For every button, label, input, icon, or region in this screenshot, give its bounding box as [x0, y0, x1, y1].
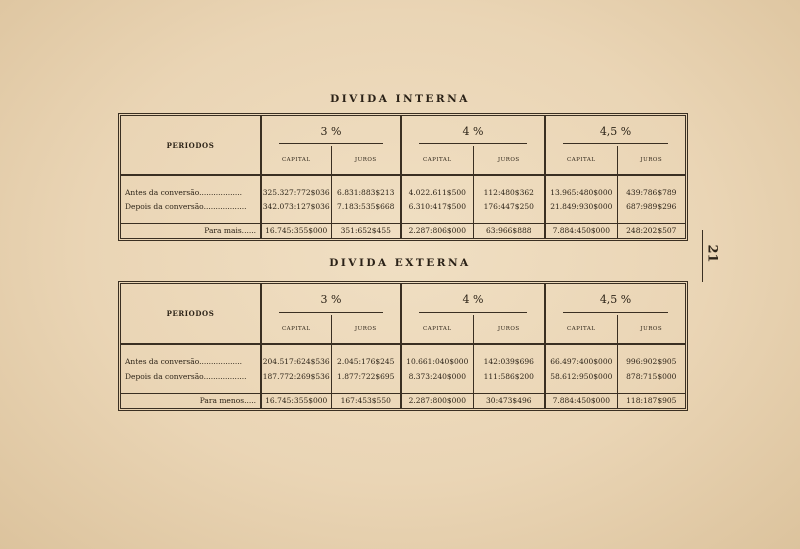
interna-title: DIVIDA INTERNA — [330, 93, 470, 105]
capital-header: CAPITAL — [545, 315, 617, 345]
value-cell: 66.497:400$000 — [545, 355, 617, 369]
total-label: Para menos..... — [121, 393, 261, 408]
value-cell: 10.661:040$000 — [401, 355, 473, 369]
table-row — [121, 369, 685, 383]
table-row — [121, 355, 685, 369]
row-label: Depois da conversão.................. — [121, 200, 261, 214]
row-label: Antes da conversão.................. — [121, 355, 261, 369]
value-cell: 342.073:127$036 — [261, 200, 331, 214]
capital-header: CAPITAL — [261, 315, 331, 345]
value-cell: 1.877:722$695 — [331, 369, 401, 383]
total-cell: 2.287:800$000 — [401, 393, 473, 408]
value-cell: 7.183:535$668 — [331, 200, 401, 214]
row-label: Depois da conversão.................. — [121, 369, 261, 383]
interna-table — [118, 113, 688, 241]
value-cell: 8.373:240$000 — [401, 369, 473, 383]
total-cell: 63:966$888 — [473, 223, 545, 238]
value-cell: 13.965:480$000 — [545, 186, 617, 200]
rate-header-4-5: 4,5 % — [545, 116, 685, 146]
total-cell: 16.745:355$000 — [261, 223, 331, 238]
value-cell: 21.849:930$000 — [545, 200, 617, 214]
juros-header: JUROS — [331, 146, 401, 175]
total-cell: 167:453$550 — [331, 393, 401, 408]
capital-header: CAPITAL — [545, 146, 617, 175]
rate-header-4-5: 4,5 % — [545, 284, 685, 315]
page-number-rule — [702, 230, 703, 282]
total-row — [121, 393, 685, 408]
externa-table — [118, 281, 688, 411]
total-cell: 7.884:450$000 — [545, 223, 617, 238]
value-cell: 996:902$905 — [617, 355, 685, 369]
periods-header: PERIODOS — [121, 116, 261, 175]
value-cell: 111:586$200 — [473, 369, 545, 383]
juros-header: JUROS — [473, 315, 545, 345]
capital-header: CAPITAL — [261, 146, 331, 175]
page-number: 21 — [704, 244, 720, 263]
juros-header: JUROS — [473, 146, 545, 175]
juros-header: JUROS — [617, 315, 685, 345]
total-row — [121, 223, 685, 238]
value-cell: 6.310:417$500 — [401, 200, 473, 214]
total-cell: 351:652$455 — [331, 223, 401, 238]
value-cell: 112:480$362 — [473, 186, 545, 200]
juros-header: JUROS — [331, 315, 401, 345]
capital-header: CAPITAL — [401, 146, 473, 175]
juros-header: JUROS — [617, 146, 685, 175]
value-cell: 325.327:772$036 — [261, 186, 331, 200]
rate-header-3: 3 % — [261, 116, 401, 146]
capital-header: CAPITAL — [401, 315, 473, 345]
total-cell: 118:187$905 — [617, 393, 685, 408]
rate-header-3: 3 % — [261, 284, 401, 315]
value-cell: 142:039$696 — [473, 355, 545, 369]
value-cell: 878:715$000 — [617, 369, 685, 383]
row-label: Antes da conversão.................. — [121, 186, 261, 200]
table-row — [121, 186, 685, 200]
value-cell: 204.517:624$536 — [261, 355, 331, 369]
value-cell: 2.045:176$245 — [331, 355, 401, 369]
total-cell: 2.287:806$000 — [401, 223, 473, 238]
total-label: Para mais...... — [121, 223, 261, 238]
periods-header: PERIODOS — [121, 284, 261, 344]
table-row — [121, 200, 685, 214]
rate-header-4: 4 % — [401, 284, 545, 315]
value-cell: 4.022.611$500 — [401, 186, 473, 200]
total-cell: 16.745:355$000 — [261, 393, 331, 408]
value-cell: 187.772:269$536 — [261, 369, 331, 383]
rate-header-4: 4 % — [401, 116, 545, 146]
value-cell: 58.612:950$000 — [545, 369, 617, 383]
value-cell: 6.831:883$213 — [331, 186, 401, 200]
value-cell: 439:786$789 — [617, 186, 685, 200]
externa-title: DIVIDA EXTERNA — [329, 257, 471, 269]
value-cell: 687:989$296 — [617, 200, 685, 214]
total-cell: 30:473$496 — [473, 393, 545, 408]
total-cell: 7.884:450$000 — [545, 393, 617, 408]
value-cell: 176:447$250 — [473, 200, 545, 214]
total-cell: 248:202$507 — [617, 223, 685, 238]
